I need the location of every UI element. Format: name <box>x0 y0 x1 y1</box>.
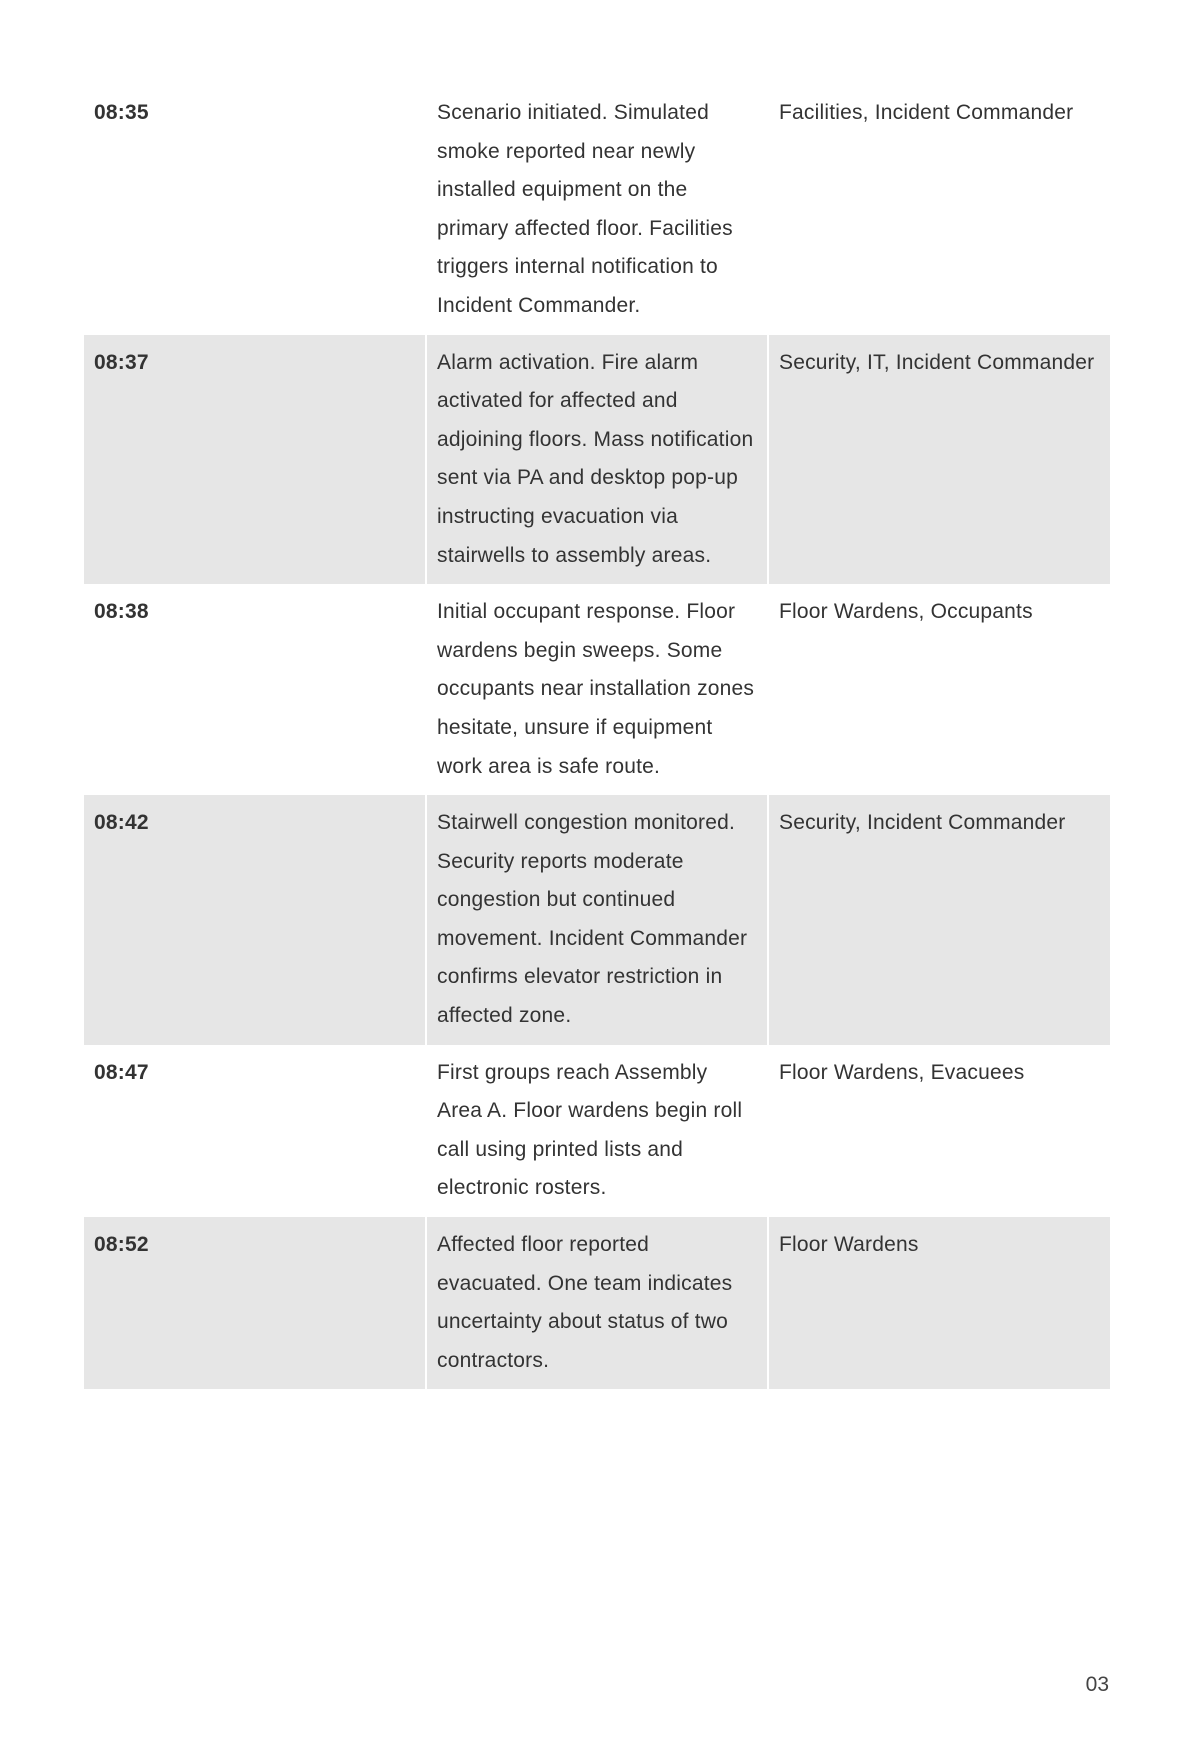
table-row <box>84 335 1110 585</box>
time-cell: 08:47 <box>94 1060 149 1084</box>
responsible-cell: Floor Wardens <box>768 1217 1110 1389</box>
table-row <box>84 795 1110 1045</box>
time-cell: 08:38 <box>94 600 149 624</box>
time-cell: 08:35 <box>94 101 149 124</box>
description-cell: Scenario initiated. Simulated smoke reported near newly installed equipment on the primary affected floor. Facilities triggers internal notification to Incident Commander. <box>426 85 768 335</box>
page-number: 03 <box>1085 1673 1109 1696</box>
responsible-cell: Facilities, Incident Commander <box>768 85 1110 335</box>
description-cell: Alarm activation. Fire alarm activated for affected and adjoining floors. Mass notification sent via PA and desktop pop-up instructing evacuation via stairwells to assembly areas. <box>426 335 768 585</box>
responsible-cell: Floor Wardens, Evacuees <box>768 1045 1110 1217</box>
time-cell: 08:37 <box>84 335 426 585</box>
time-cell: 08:42 <box>84 795 426 1045</box>
table-row <box>84 1217 1110 1389</box>
table-row <box>84 1045 1110 1217</box>
description-cell: Stairwell congestion monitored. Security reports moderate congestion but continued movement. Incident Commander confirms elevator restriction in affected zone. <box>426 795 768 1045</box>
time-cell: 08:52 <box>84 1217 426 1389</box>
description-cell: Affected floor reported evacuated. One team indicates uncertainty about status of two contractors. <box>426 1217 768 1389</box>
responsible-cell: Security, Incident Commander <box>768 795 1110 1045</box>
timeline-table <box>84 85 1110 1389</box>
table-row <box>84 85 1110 335</box>
responsible-cell: Floor Wardens, Occupants <box>768 584 1110 795</box>
description-cell: First groups reach Assembly Area A. Floor wardens begin roll call using printed lists and electronic rosters. <box>426 1045 768 1217</box>
responsible-cell: Security, IT, Incident Commander <box>768 335 1110 585</box>
table-row <box>84 584 1110 795</box>
description-cell: Initial occupant response. Floor wardens begin sweeps. Some occupants near installation zones hesitate, unsure if equipment work area is safe route. <box>426 584 768 795</box>
